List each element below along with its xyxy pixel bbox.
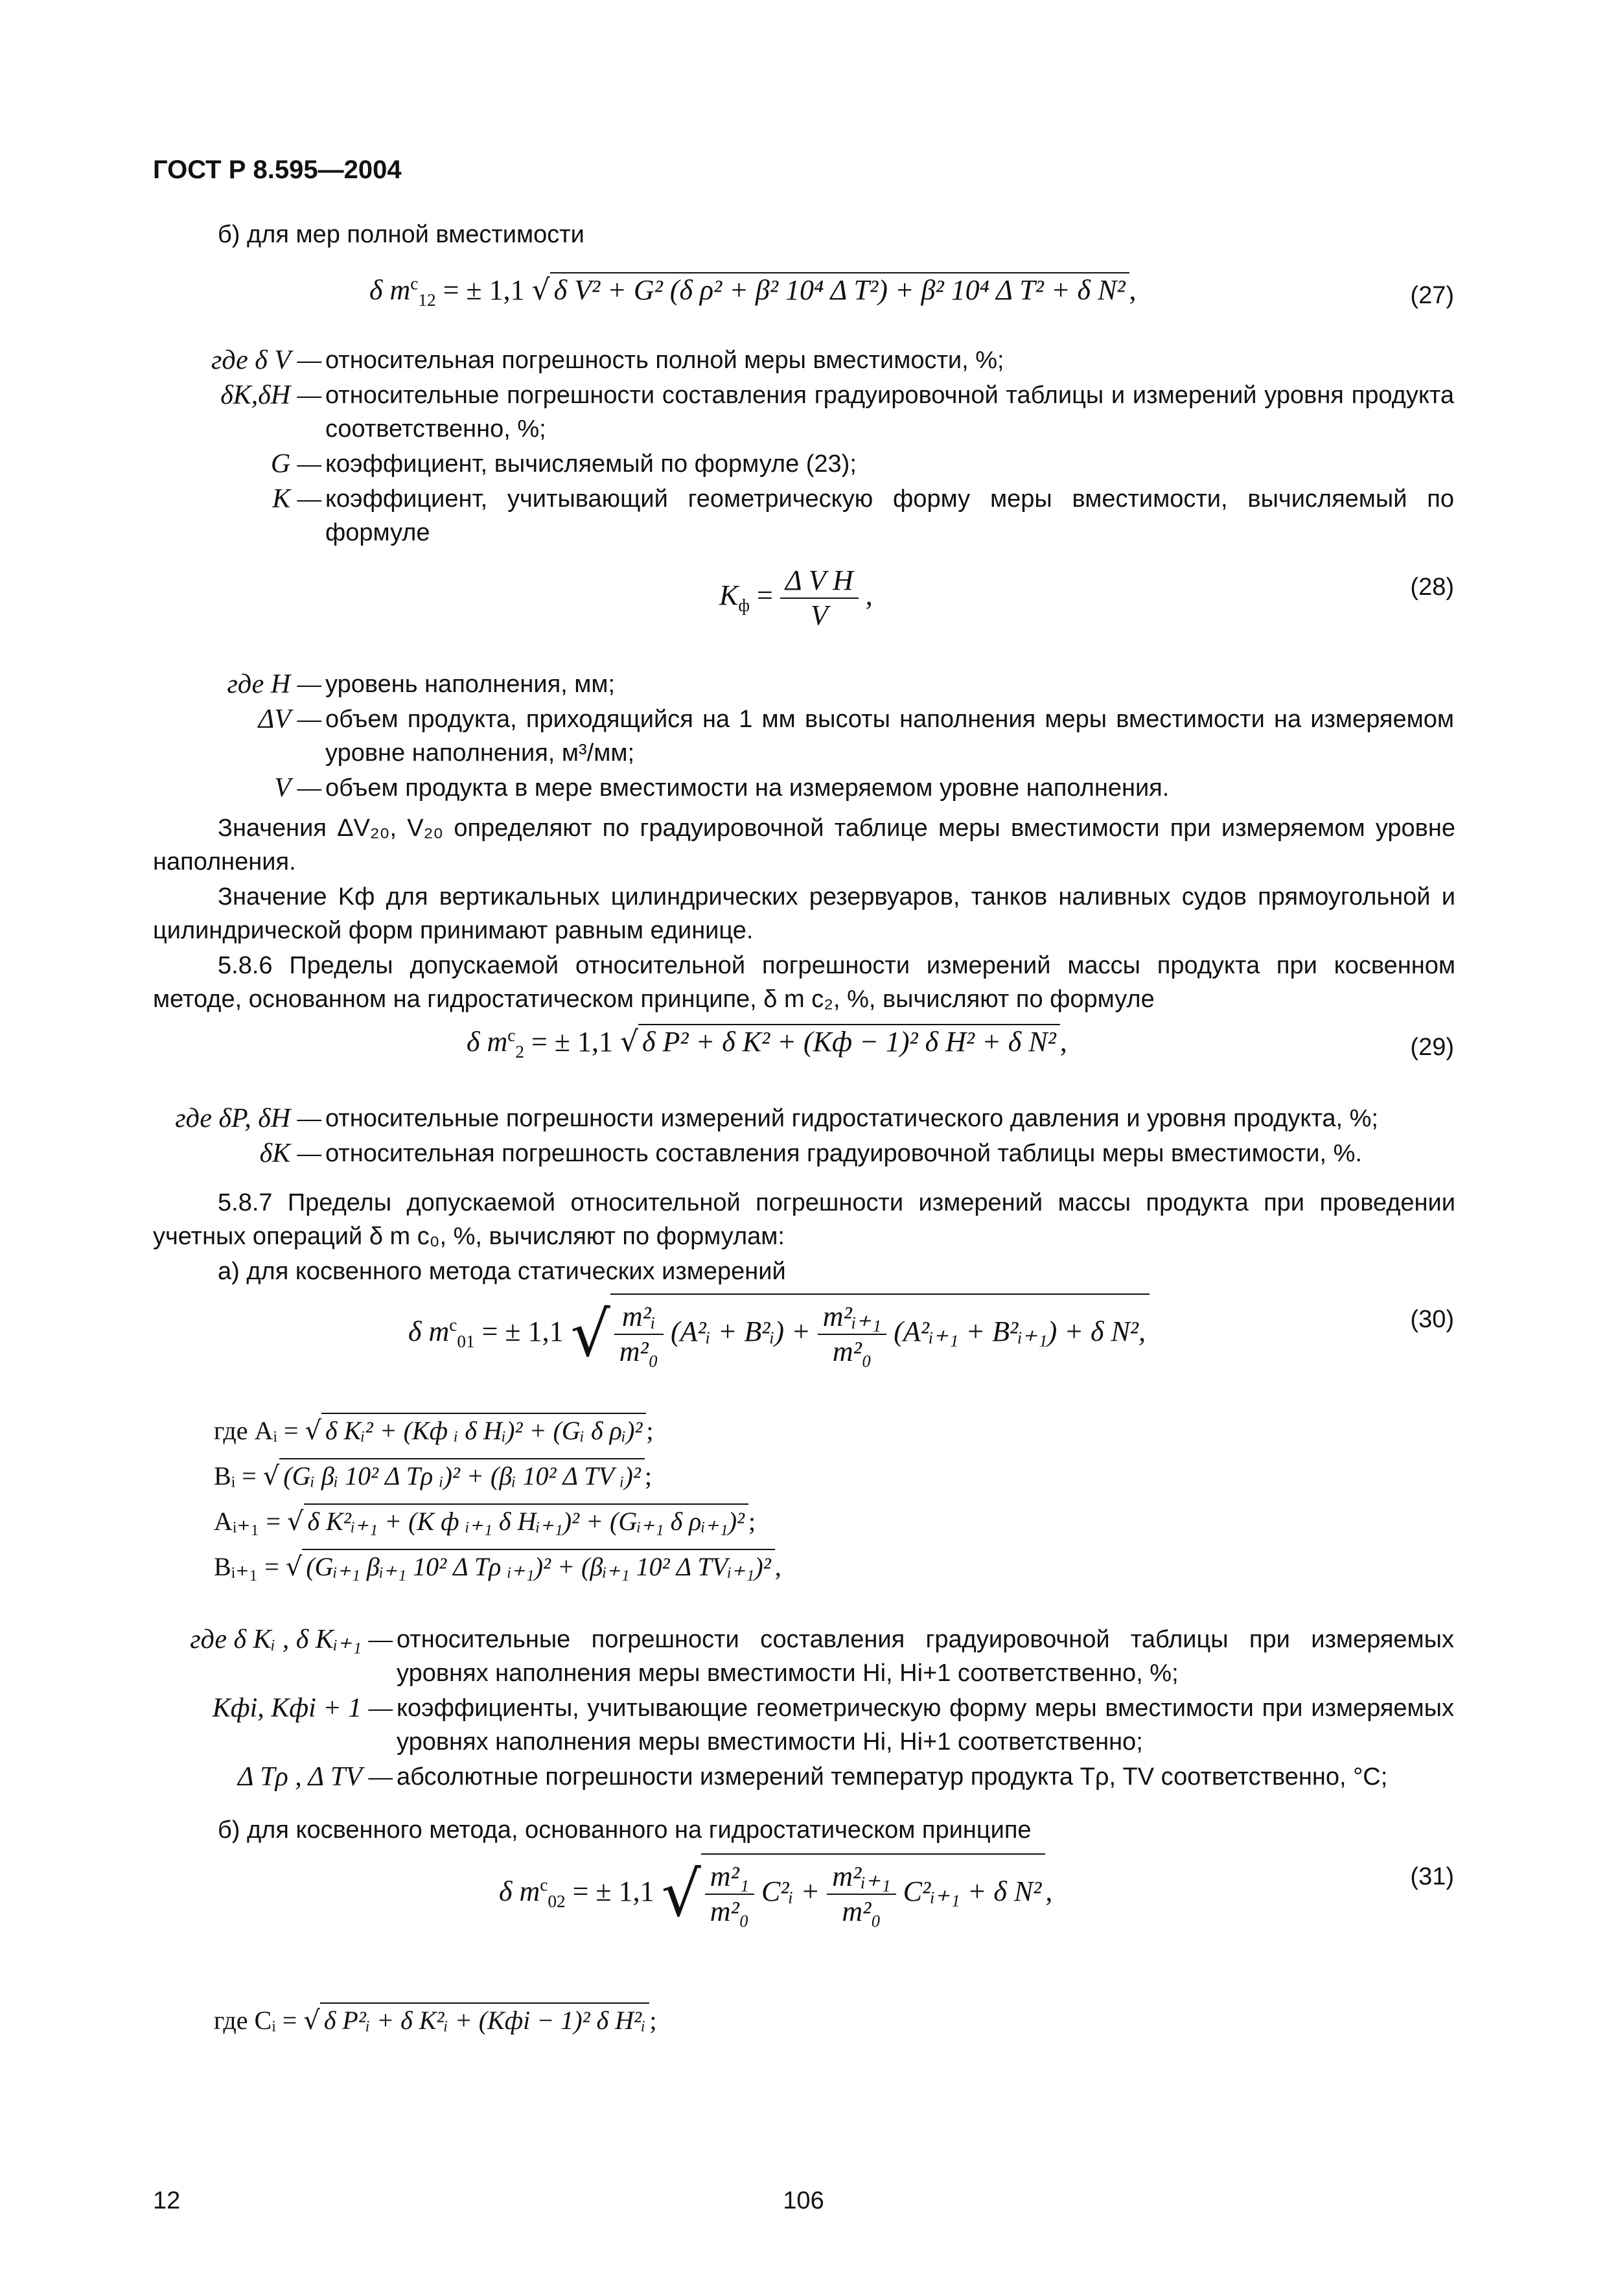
def-label: ΔV — <box>258 704 321 734</box>
def-text: относительная погрешность составления градуировочной таблицы меры вместимости, %. <box>325 1140 1362 1167</box>
def-text: относительные погрешности составления градуировочной таблицы и измерений уровня продукта соответственно, %; <box>325 382 1454 443</box>
def-text: относительные погрешности измерений гидростатического давления и уровня продукта, %; <box>325 1105 1378 1132</box>
formula-29-sup: с <box>507 1025 516 1045</box>
formula-29-tail: , <box>1059 1026 1067 1058</box>
formula-27 <box>369 272 1137 310</box>
sqrt-icon: √ <box>287 1507 304 1536</box>
paragraph-5-8-7: 5.8.7 Пределы допускаемой относительной погрешности измерений массы продукта при проведении учетных операций δ m с₀, %, вычисляют по формулам: <box>153 1189 1455 1250</box>
sqrt-icon: √ <box>305 1416 322 1446</box>
def-label: где H — <box>227 669 321 699</box>
where-b-i1 <box>214 1549 781 1584</box>
where-tail: ; <box>649 2006 657 2035</box>
formula-30-t2-num: m²ᵢ₊₁ <box>818 1300 886 1335</box>
formula-29 <box>467 1024 1067 1059</box>
def-label: K — <box>272 484 321 514</box>
def-label: где δ Kᵢ , δ Kᵢ₊₁ — <box>190 1625 393 1654</box>
def-label: Kфi, Kфi + 1 — <box>212 1693 393 1723</box>
section-b-hydro: б) для косвенного метода, основанного на гидростатическом принципе <box>218 1816 1032 1844</box>
where-tail: ; <box>644 1461 652 1490</box>
formula-27-sub: 12 <box>418 290 436 310</box>
formula-27-root: δ V² + G² (δ ρ² + β² 10⁴ Δ T²) + β² 10⁴ Δ T² + δ N² <box>550 272 1129 307</box>
formula-31 <box>499 1853 1052 1929</box>
formula-31-t1-num: m²₁ <box>705 1860 754 1895</box>
formula-28-fraction <box>780 564 859 632</box>
paragraph-values: Значения ΔV₂₀, V₂₀ определяют по градуировочной таблице меры вместимости при измеряемом уровне наполнения. <box>153 815 1455 875</box>
formula-27-rhs: = ± 1,1 <box>443 274 525 306</box>
formula-27-number: (27) <box>1410 282 1454 309</box>
where-label: Aᵢ₊₁ = <box>214 1507 281 1536</box>
def-label: где δP, δH — <box>175 1104 321 1133</box>
where-a-i <box>214 1413 654 1448</box>
formula-30-lhs: δ m <box>408 1316 450 1348</box>
formula-30-t1-den: m²₀ <box>619 1336 659 1367</box>
def-text: уровень наполнения, мм; <box>325 671 616 698</box>
where-tail: ; <box>646 1416 654 1445</box>
sqrt-icon: √ <box>303 2006 320 2035</box>
where-root: δ P²ᵢ + δ K²ᵢ + (Kфi − 1)² δ H²ᵢ <box>320 2002 650 2037</box>
formula-28: $K_ф$ = $\frac{\text{Δ V H}}{V}$ , <box>719 564 873 631</box>
formula-31-lhs: δ m <box>499 1875 540 1908</box>
paragraph-5-8-6: 5.8.6 Пределы допускаемой относительной погрешности измерений массы продукта при косвенном методе, основанном на гидростатическом принципе, δ m с₂, %, вычисляют по формуле <box>153 952 1455 1013</box>
formula-29-root: δ P² + δ K² + (Kф − 1)² δ H² + δ N² <box>638 1024 1060 1059</box>
formula-30-t1-num: m²ᵢ <box>614 1300 664 1335</box>
formula-30-number: (30) <box>1410 1306 1454 1333</box>
formula-29-number: (29) <box>1410 1034 1454 1061</box>
def-text: коэффициент, вычисляемый по формуле (23); <box>325 450 857 478</box>
formula-30-t2-den: m²₀ <box>832 1336 872 1367</box>
formula-31-number: (31) <box>1410 1863 1454 1890</box>
def-label: Δ Tρ , Δ TV — <box>237 1762 393 1792</box>
def-text: абсолютные погрешности измерений температур продукта Tρ, TV соответственно, °С; <box>397 1763 1388 1791</box>
formula-31-rhs: = ± 1,1 <box>572 1875 654 1908</box>
sqrt-icon: √ <box>285 1552 303 1582</box>
where-root: (Gᵢ₊₁ βᵢ₊₁ 10² Δ Tρ ᵢ₊₁)² + (βᵢ₊₁ 10² Δ TVᵢ₊₁)² <box>302 1549 774 1584</box>
where-label: Bᵢ = <box>214 1461 257 1490</box>
formula-29-lhs: δ m <box>467 1026 508 1058</box>
formula-27-tail: , <box>1129 274 1137 306</box>
def-text: относительная погрешность полной меры вместимости, %; <box>325 347 1004 374</box>
formula-28-denominator: V <box>810 599 828 631</box>
formula-30-rhs: = ± 1,1 <box>481 1316 564 1348</box>
formula-28-lhs: K <box>719 579 739 612</box>
where-root: δ K²ᵢ₊₁ + (K ф ᵢ₊₁ δ Hᵢ₊₁)² + (Gᵢ₊₁ δ ρᵢ₊₁)² <box>304 1503 749 1538</box>
formula-29-rhs: = ± 1,1 <box>531 1026 613 1058</box>
formula-31-t1-den: m²₀ <box>710 1896 750 1927</box>
def-label: G — <box>270 449 321 479</box>
where-label: где Cᵢ = <box>214 2006 297 2035</box>
def-label: V — <box>274 773 321 803</box>
def-text: коэффициент, учитывающий геометрическую форму меры вместимости, вычисляемый по формуле <box>325 485 1454 546</box>
def-text: относительные погрешности составления градуировочной таблицы при измеряемых уровнях наполнения меры вместимости Hi, Hi+1 соответственно, %; <box>397 1626 1454 1687</box>
where-label: где Aᵢ = <box>214 1416 299 1445</box>
formula-28-tail: , <box>865 579 873 612</box>
def-text: коэффициенты, учитывающие геометрическую форму меры вместимости при измеряемых уровнях наполнения меры вместимости Hi, Hi+1 соответственно; <box>397 1695 1454 1756</box>
where-b-i <box>214 1458 652 1493</box>
formula-27-sup: с <box>410 273 419 294</box>
formula-28-numerator: Δ V H <box>780 564 859 599</box>
def-label: где δ V — <box>211 345 321 375</box>
where-root: (Gᵢ βᵢ 10² Δ Tρ ᵢ)² + (βᵢ 10² Δ TV ᵢ)² <box>279 1458 645 1493</box>
formula-30-t2-rest: (A²ᵢ₊₁ + B²ᵢ₊₁) + δ N², <box>894 1316 1146 1348</box>
def-text: объем продукта в мере вместимости на измеряемом уровне наполнения. <box>325 774 1170 802</box>
formula-31-sub: 02 <box>548 1891 566 1911</box>
formula-30-t1-rest: (A²ᵢ + B²ᵢ) + <box>671 1316 811 1348</box>
section-b-full: б) для мер полной вместимости <box>218 221 584 248</box>
formula-31-tail: , <box>1045 1875 1053 1908</box>
sqrt-icon: √ <box>619 1025 638 1058</box>
where-a-i1 <box>214 1503 756 1538</box>
formula-28-number: (28) <box>1410 574 1454 601</box>
formula-31-sup: с <box>540 1875 548 1895</box>
formula-29-sub: 2 <box>515 1041 524 1061</box>
where-root: δ Kᵢ² + (Kф ᵢ δ Hᵢ)² + (Gᵢ δ ρᵢ)² <box>321 1413 646 1448</box>
sqrt-icon: √ <box>531 273 550 307</box>
formula-30-sup: с <box>449 1315 457 1335</box>
sqrt-icon: √ <box>570 1298 610 1371</box>
paragraph-kf: Значение Kф для вертикальных цилиндрических резервуаров, танков наливных судов прямоугольной и цилиндрической форм принимают равным единице. <box>153 883 1455 944</box>
formula-30-sub: 01 <box>457 1331 475 1351</box>
def-label: δK — <box>259 1139 321 1168</box>
where-label: Bᵢ₊₁ = <box>214 1552 279 1581</box>
sqrt-icon: √ <box>661 1858 701 1931</box>
formula-31-t2-num: m²ᵢ₊₁ <box>827 1860 896 1895</box>
document-header: ГОСТ Р 8.595—2004 <box>153 156 402 184</box>
where-tail: ; <box>748 1507 756 1536</box>
formula-31-t2-den: m²₀ <box>842 1896 881 1927</box>
def-label: δK,δH — <box>220 380 321 410</box>
formula-30 <box>408 1293 1150 1369</box>
sqrt-icon: √ <box>262 1461 280 1491</box>
section-a-static: а) для косвенного метода статических измерений <box>218 1258 786 1285</box>
formula-31-t1-rest: C²ᵢ + <box>761 1875 820 1908</box>
where-c-i <box>214 2002 656 2037</box>
page-number-left: 12 <box>153 2187 181 2214</box>
where-tail: , <box>774 1552 781 1581</box>
page-number-center: 106 <box>783 2187 824 2214</box>
formula-31-t2-rest: C²ᵢ₊₁ + δ N² <box>903 1875 1042 1908</box>
def-text: объем продукта, приходящийся на 1 мм высоты наполнения меры вместимости на измеряемом уровне наполнения, м³/мм; <box>325 706 1454 767</box>
formula-27-lhs: δ m <box>369 274 411 306</box>
